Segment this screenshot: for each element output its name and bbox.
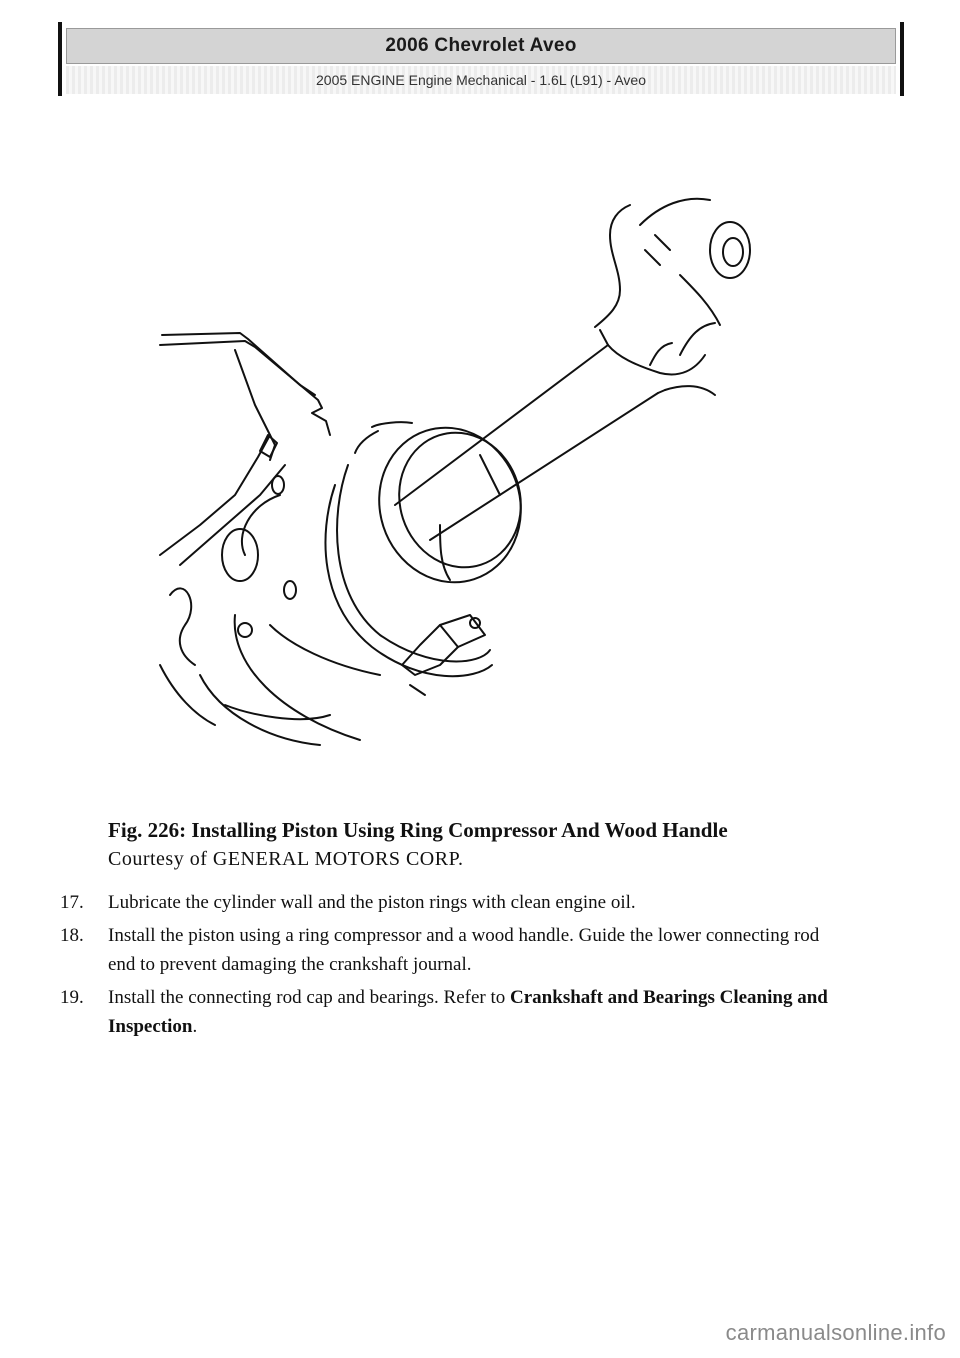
step-text: Install the piston using a ring compressor and a wood handle. Guide the lower connecting rod end to prevent damaging the crankshaft journal. — [108, 925, 820, 975]
list-item — [60, 888, 850, 917]
piston-ring-compressor-illustration — [140, 195, 760, 755]
figure-credit: Courtesy of GENERAL MOTORS CORP. — [108, 848, 464, 870]
header-title-bar — [66, 28, 896, 64]
step-text-end: . — [192, 1016, 198, 1037]
manual-title: 2006 Chevrolet Aveo — [385, 35, 577, 56]
crankshaft-bearings-reference-link[interactable]: Crankshaft and Bearings Cleaning and Inspection — [108, 987, 828, 1037]
manual-section-subtitle: 2005 ENGINE Engine Mechanical - 1.6L (L91) - Aveo — [316, 72, 646, 88]
procedure-steps — [60, 888, 850, 1045]
step-text: Lubricate the cylinder wall and the piston rings with clean engine oil. — [108, 892, 636, 913]
step-number: 19. — [60, 987, 84, 1008]
list-item — [60, 921, 850, 979]
step-number: 18. — [60, 925, 84, 946]
figure-caption — [108, 815, 868, 873]
step-text: Install the connecting rod cap and bearings. Refer to — [108, 987, 511, 1008]
watermark: carmanualsonline.info — [725, 1320, 946, 1345]
header-rule-right — [900, 22, 904, 96]
list-item — [60, 983, 850, 1041]
header-rule-left — [58, 22, 62, 96]
page-header — [58, 22, 904, 96]
piston-install-figure — [140, 195, 760, 755]
header-subtitle-bar — [66, 66, 896, 94]
figure-caption-title: Fig. 226: Installing Piston Using Ring Compressor And Wood Handle — [108, 818, 728, 842]
step-number: 17. — [60, 892, 84, 913]
